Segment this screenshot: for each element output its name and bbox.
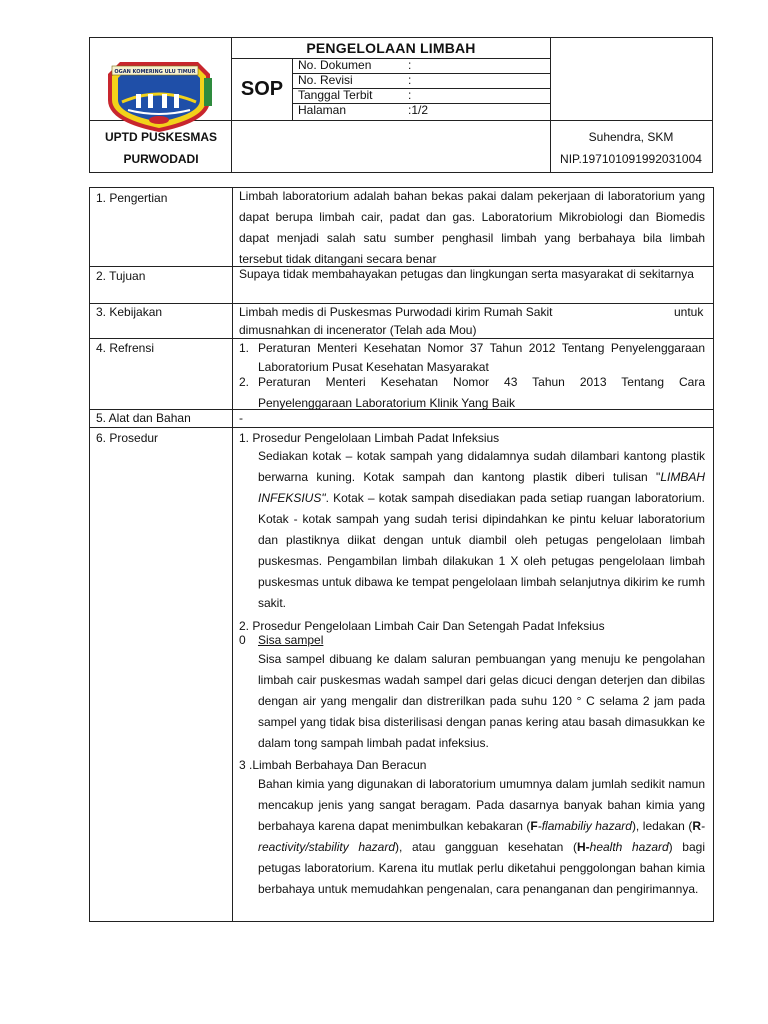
regency-emblem-icon: [102, 56, 216, 134]
prosedur-3-text: [258, 774, 705, 900]
meta-value-dokumen: :: [408, 58, 412, 72]
text-run-bold: H-: [576, 840, 590, 854]
referensi-line: Laboratorium Pusat Kesehatan Masyarakat: [258, 360, 489, 374]
emblem-banner-text: OGAN KOMERING ULU TIMUR: [114, 69, 196, 75]
text-run: Bahan kimia yang digunakan di laboratorium umumnya dalam jumlah sedikit namun mencakup jenis yang sangat beragam. Pada dasarnya banyak bahan kimia yang berbahaya karena dapat menimbulkan kebakaran (: [258, 777, 705, 833]
prosedur-1-title: 1. Prosedur Pengelolaan Limbah Padat Infeksius: [239, 431, 500, 445]
section-text-kebijakan-line2: dimusnahkan di incenerator (Telah ada Mou): [239, 323, 477, 337]
meta-value-tanggal: :: [408, 88, 412, 102]
document-title: PENGELOLAAN LIMBAH: [306, 40, 476, 56]
header-divider: [292, 58, 293, 120]
signer-name: Suhendra, SKM: [588, 130, 674, 144]
meta-label-tanggal: Tanggal Terbit: [298, 88, 373, 102]
org-name: UPTD PUSKESMAS: [104, 130, 217, 144]
meta-label-revisi: No. Revisi: [298, 73, 353, 87]
section-text-tujuan: Supaya tidak membahayakan petugas dan lingkungan serta masyarakat di sekitarnya: [239, 267, 694, 281]
content-column-divider: [232, 187, 233, 922]
text-run: Sediakan kotak – kotak sampah yang didalamnya sudah dilambari kantong plastik berwarna kuning. Kotak sampah dan kantong plastik diberi tulisan ": [258, 449, 705, 484]
meta-value-halaman: :1/2: [408, 103, 429, 117]
prosedur-2-bullet: 0: [239, 633, 246, 647]
text-run-italic: LIMBAH INFEKSIUS": [258, 470, 705, 505]
signer-nip: NIP.197101091992031004: [560, 152, 702, 166]
text-run-bold: R: [692, 819, 701, 833]
prosedur-2-subtitle: Sisa sampel: [258, 633, 324, 647]
text-run: ), ledakan (: [631, 819, 693, 833]
text-run: . Kotak – kotak sampah disediakan pada setiap ruangan laboratorium. Kotak - kotak sampah yang sudah terisi dipindahkan ke pintu keluar laboratorium dan plastiknya diikat dengan untuk diambil oleh petugas pengelolaan limbah puskesmas. Pengambilan limbah dilakukan 1 X oleh petugas pengelolaan limbah puskesmas untuk dibawa ke tempat pengelolaan limbah selanjutnya dikirim ke rumh sakit.: [258, 491, 705, 610]
prosedur-2-text: Sisa sampel dibuang ke dalam saluran pembuangan yang menuju ke pengolahan limbah cair puskesmas wadah sampel dari gelas dicuci dengan deterjen dan dibilas dengan air yang mengalir dan distrerilkan pada suhu 120 ° C selama 2 jam pada sampel yang tidak bisa disterilisasi dengan panas kering atau basah dimasukkan ke dalam tong sampah limbah padat infeksius.: [258, 652, 705, 750]
text-run-italic: health hazard: [589, 840, 669, 854]
section-text-kebijakan-line1: Limbah medis di Puskesmas Purwodadi kirim Rumah Sakit: [239, 305, 553, 319]
meta-label-dokumen: No. Dokumen: [298, 58, 372, 72]
referensi-number: 2.: [239, 375, 250, 389]
text-run-italic: -reactivity/stability hazard: [258, 819, 705, 854]
section-label-prosedur: 6. Prosedur: [96, 431, 159, 445]
section-label-tujuan: 2. Tujuan: [96, 269, 146, 283]
prosedur-3-title: 3 .Limbah Berbahaya Dan Beracun: [239, 758, 427, 772]
section-label-alat: 5. Alat dan Bahan: [96, 411, 191, 425]
prosedur-2-title: 2. Prosedur Pengelolaan Limbah Cair Dan Setengah Padat Infeksius: [239, 619, 605, 633]
sop-label: SOP: [240, 78, 284, 100]
referensi-number: 1.: [239, 341, 250, 355]
org-location: PURWODADI: [123, 152, 199, 166]
section-label-referensi: 4. Refrensi: [96, 341, 155, 355]
section-text-kebijakan-end: untuk: [674, 305, 704, 319]
section-label-pengertian: 1. Pengertian: [96, 191, 168, 205]
text-run-bold: F: [530, 819, 538, 833]
referensi-line: Peraturan Menteri Kesehatan Nomor 37 Tahun 2012 Tentang Penyelenggaraan: [258, 341, 705, 355]
prosedur-1-text: [258, 446, 705, 614]
row-divider: [89, 338, 714, 339]
section-text-pengertian: Limbah laboratorium adalah bahan bekas pakai dalam pekerjaan di laboratorium yang dapat berupa limbah cair, padat dan gas. Laboratorium Mikrobiologi dan Biomedis dapat menjadi salah satu sumber penghasil limbah yang berbahaya bila limbah tersebut tidak ditangani secara benar: [239, 189, 705, 266]
meta-label-halaman: Halaman: [298, 103, 347, 117]
row-divider: [89, 427, 714, 428]
text-run-italic: -flamabiliy hazard: [537, 819, 632, 833]
section-text-alat: -: [239, 411, 243, 425]
text-run: ) bagi petugas laboratorium. Karena itu mutlak perlu diketahui penggolongan bahan kimia berbahaya untuk memudahkan pengenalan, cara penanganan dan pengirimannya.: [258, 840, 705, 896]
text-run: ), atau gangguan kesehatan (: [395, 840, 577, 854]
meta-value-revisi: :: [408, 73, 412, 87]
referensi-line: Penyelenggaraan Laboratorium Klinik Yang Baik: [258, 396, 516, 410]
section-label-kebijakan: 3. Kebijakan: [96, 305, 163, 319]
referensi-line: Peraturan Menteri Kesehatan Nomor 43 Tahun 2013 Tentang Cara: [258, 375, 705, 389]
